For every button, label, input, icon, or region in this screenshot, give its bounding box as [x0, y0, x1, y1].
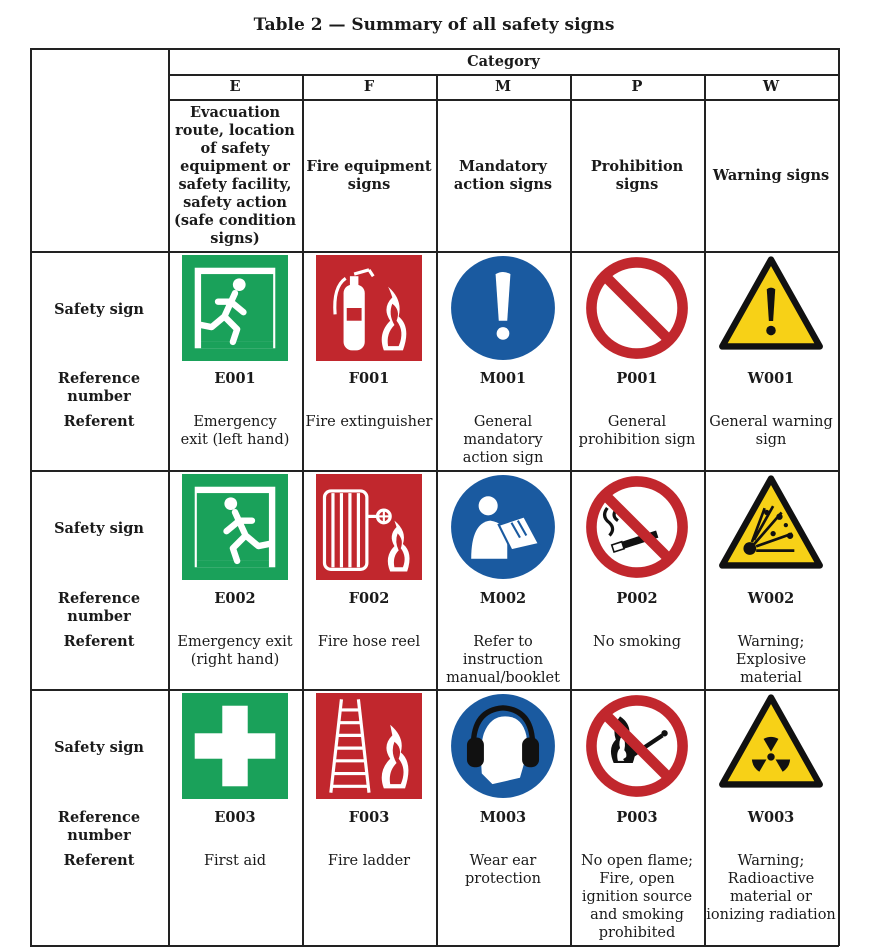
grid-line	[30, 48, 839, 50]
referent-text: General prohibition sign	[578, 414, 696, 448]
row-label-reference-number: Reference number	[57, 590, 141, 625]
referent-text: Emergency exit (left hand)	[180, 414, 290, 448]
category-header: Category	[467, 53, 540, 70]
reference-number: E001	[214, 370, 256, 387]
referent-text: Fire hose reel	[317, 634, 421, 650]
row-label-referent: Referent	[63, 852, 135, 869]
no-smoking-icon	[584, 474, 690, 580]
referent-text: No open flame; Fire, open ignition source and smoking prohibited	[580, 853, 694, 941]
referent-text: Wear ear protection	[464, 853, 541, 887]
table-caption: Table 2 — Summary of all safety signs	[253, 15, 615, 35]
first-aid-icon	[182, 693, 288, 799]
radioactive-icon	[718, 693, 824, 789]
referent-text: Fire ladder	[327, 853, 411, 869]
grid-line	[30, 689, 839, 691]
referent-text: Warning; Explosive material	[735, 634, 807, 686]
reference-number: P001	[616, 370, 658, 387]
reference-number: F001	[348, 370, 390, 387]
row-label-referent: Referent	[63, 413, 135, 430]
column-desc-w: Warning signs	[712, 167, 830, 184]
reference-number: W001	[747, 370, 795, 387]
grid-line	[168, 74, 839, 76]
reference-number: F002	[348, 590, 390, 607]
referent-text: No smoking	[593, 634, 681, 650]
fire-hose-reel-icon	[316, 474, 422, 580]
grid-line	[30, 251, 839, 253]
reference-number: E002	[214, 590, 256, 607]
column-code-m: M	[494, 78, 512, 95]
column-desc-f: Fire equipment signs	[306, 158, 432, 193]
referent-text: Refer to instruction manual/booklet	[446, 634, 560, 686]
grid-line	[838, 48, 840, 946]
column-desc-p: Prohibition signs	[590, 158, 684, 193]
emergency-exit-left-icon	[182, 255, 288, 361]
row-label-reference-number: Reference number	[57, 370, 141, 405]
reference-number: P003	[616, 809, 658, 826]
column-code-w: W	[762, 78, 780, 95]
fire-extinguisher-icon	[316, 255, 422, 361]
referent-text: First aid	[203, 853, 267, 869]
reference-number: M003	[479, 809, 527, 826]
general-mandatory-icon	[450, 255, 556, 361]
column-code-e: E	[229, 78, 241, 95]
general-prohibition-icon	[584, 255, 690, 361]
reference-number: E003	[214, 809, 256, 826]
referent-text: General mandatory action sign	[462, 414, 544, 466]
reference-number: M001	[479, 370, 527, 387]
row-label-safety-sign: Safety sign	[54, 301, 144, 318]
reference-number: M002	[479, 590, 527, 607]
no-open-flame-icon	[584, 693, 690, 799]
ear-protection-icon	[450, 693, 556, 799]
column-desc-m: Mandatory action signs	[453, 158, 553, 193]
row-label-referent: Referent	[63, 633, 135, 650]
row-label-reference-number: Reference number	[57, 809, 141, 844]
column-code-f: F	[363, 78, 375, 95]
referent-text: Warning; Radioactive material or ionizing radiation	[706, 853, 836, 923]
emergency-exit-right-icon	[182, 474, 288, 580]
column-code-p: P	[631, 78, 643, 95]
referent-text: Fire extinguisher	[305, 414, 433, 430]
instruction-manual-icon	[450, 474, 556, 580]
reference-number: F003	[348, 809, 390, 826]
referent-text: Emergency exit (right hand)	[177, 634, 293, 668]
explosive-icon	[718, 474, 824, 570]
referent-text: General warning sign	[709, 414, 833, 448]
reference-number: W002	[747, 590, 795, 607]
row-label-safety-sign: Safety sign	[54, 739, 144, 756]
row-label-safety-sign: Safety sign	[54, 520, 144, 537]
grid-line	[30, 945, 839, 947]
fire-ladder-icon	[316, 693, 422, 799]
reference-number: W003	[747, 809, 795, 826]
general-warning-icon	[718, 255, 824, 351]
column-desc-e: Evacuation route, location of safety equipment or safety facility, safety action (safe condition signs)	[173, 104, 297, 247]
reference-number: P002	[616, 590, 658, 607]
grid-line	[30, 470, 839, 472]
grid-line	[168, 99, 839, 101]
